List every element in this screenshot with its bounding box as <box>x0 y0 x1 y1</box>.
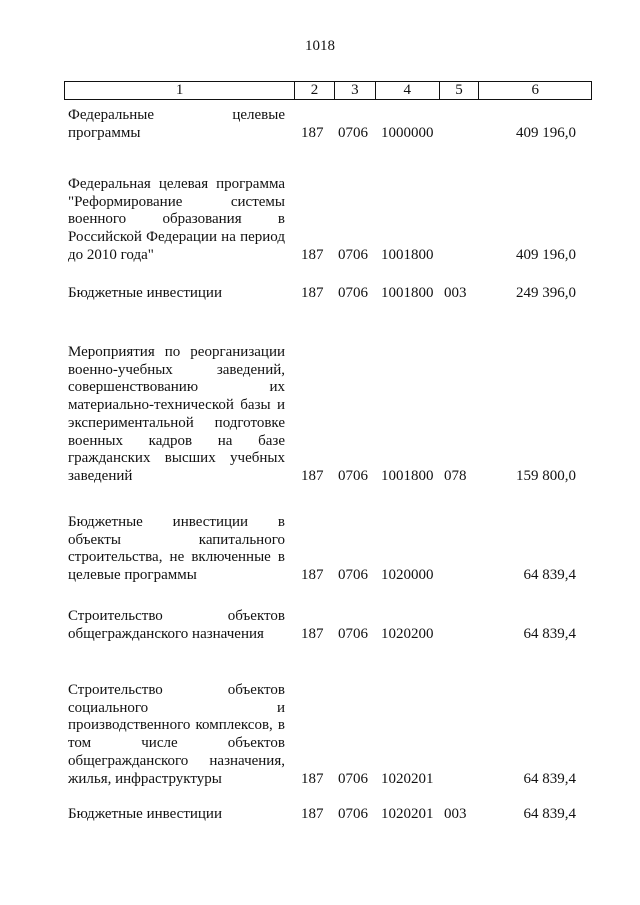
row-target-code: 1000000 <box>381 124 434 141</box>
table-row <box>0 176 640 265</box>
table-header <box>64 81 592 100</box>
row-description <box>68 806 285 824</box>
row-description <box>68 176 285 265</box>
row-description <box>68 107 285 142</box>
row-amount: 409 196,0 <box>516 246 576 263</box>
row-amount: 159 800,0 <box>516 467 576 484</box>
table-row <box>0 682 640 788</box>
row-section-code: 0706 <box>338 770 368 787</box>
row-amount: 64 839,4 <box>523 567 576 584</box>
description-line: военного образования в <box>68 211 285 228</box>
row-owner-code: 187 <box>301 567 324 584</box>
description-line: общегражданского назначения, <box>68 752 285 769</box>
description-line: материально-технической базы и <box>68 397 285 414</box>
description-line: социального и <box>68 699 285 716</box>
header-col-6: 6 <box>531 82 539 98</box>
table-row <box>0 344 640 486</box>
row-owner-code: 187 <box>301 625 324 642</box>
table-row <box>0 608 640 643</box>
table-row <box>0 806 640 824</box>
row-owner-code: 187 <box>301 246 324 263</box>
row-description <box>68 682 285 788</box>
header-col-2: 2 <box>295 82 335 99</box>
row-section-code: 0706 <box>338 246 368 263</box>
description-line: Федеральная целевая программа <box>68 176 285 192</box>
row-section-code: 0706 <box>338 467 368 484</box>
row-target-code: 1020201 <box>381 806 434 822</box>
description-line: объекты капитального <box>68 531 285 548</box>
description-line: военных кадров на базе <box>68 432 285 449</box>
row-owner-code: 187 <box>301 770 324 787</box>
description-line: Строительство объектов <box>68 608 285 624</box>
row-section-code: 0706 <box>338 567 368 584</box>
description-line: Российской Федерации на период <box>68 229 285 246</box>
row-section-code: 0706 <box>338 124 368 141</box>
header-col-4: 4 <box>376 82 440 99</box>
description-line: заведений <box>68 467 133 484</box>
row-expense-type: 003 <box>444 806 467 822</box>
description-line: Бюджетные инвестиции в <box>68 514 285 530</box>
table-row <box>0 285 640 303</box>
description-line: до 2010 года" <box>68 246 154 263</box>
description-line: экспериментальной подготовке <box>68 414 285 431</box>
header-col-3: 3 <box>335 82 376 99</box>
row-amount: 409 196,0 <box>516 124 576 141</box>
table-row <box>0 514 640 585</box>
description-line: Федеральные целевые <box>68 107 285 123</box>
row-target-code: 1001800 <box>381 246 434 263</box>
description-line: жилья, инфраструктуры <box>68 770 222 787</box>
row-owner-code: 187 <box>301 806 324 822</box>
description-line: программы <box>68 124 141 141</box>
row-description <box>68 344 285 486</box>
description-line: целевые программы <box>68 567 197 584</box>
description-line: Мероприятия по реорганизации <box>68 344 285 360</box>
row-description <box>68 608 285 643</box>
description-line: строительства, не включенные в <box>68 549 285 566</box>
row-amount: 64 839,4 <box>523 806 576 822</box>
row-target-code: 1001800 <box>381 467 434 484</box>
description-line: общегражданского назначения <box>68 625 264 642</box>
description-line: производственного комплексов, в <box>68 717 285 734</box>
description-line: Строительство объектов <box>68 682 285 698</box>
row-target-code: 1001800 <box>381 285 434 301</box>
header-col-5: 5 <box>440 82 480 99</box>
row-target-code: 1020000 <box>381 567 434 584</box>
row-section-code: 0706 <box>338 285 368 301</box>
row-target-code: 1020201 <box>381 770 434 787</box>
row-owner-code: 187 <box>301 285 324 301</box>
row-description <box>68 514 285 585</box>
row-section-code: 0706 <box>338 625 368 642</box>
row-expense-type: 078 <box>444 467 467 484</box>
description-line: том числе объектов <box>68 735 285 752</box>
table-row <box>0 107 640 142</box>
row-section-code: 0706 <box>338 806 368 822</box>
description-line: совершенствованию их <box>68 379 285 396</box>
description-line: гражданских высших учебных <box>68 450 285 467</box>
row-amount: 64 839,4 <box>523 625 576 642</box>
row-description <box>68 285 285 303</box>
row-owner-code: 187 <box>301 124 324 141</box>
description-line: "Реформирование системы <box>68 193 285 210</box>
row-expense-type: 003 <box>444 285 467 301</box>
description-line: Бюджетные инвестиции <box>68 806 222 822</box>
description-line: военно-учебных заведений, <box>68 361 285 378</box>
header-col-1: 1 <box>65 82 295 99</box>
row-target-code: 1020200 <box>381 625 434 642</box>
page-number: 1018 <box>305 38 335 54</box>
row-amount: 64 839,4 <box>523 770 576 787</box>
description-line: Бюджетные инвестиции <box>68 285 222 301</box>
row-owner-code: 187 <box>301 467 324 484</box>
row-amount: 249 396,0 <box>516 285 576 301</box>
